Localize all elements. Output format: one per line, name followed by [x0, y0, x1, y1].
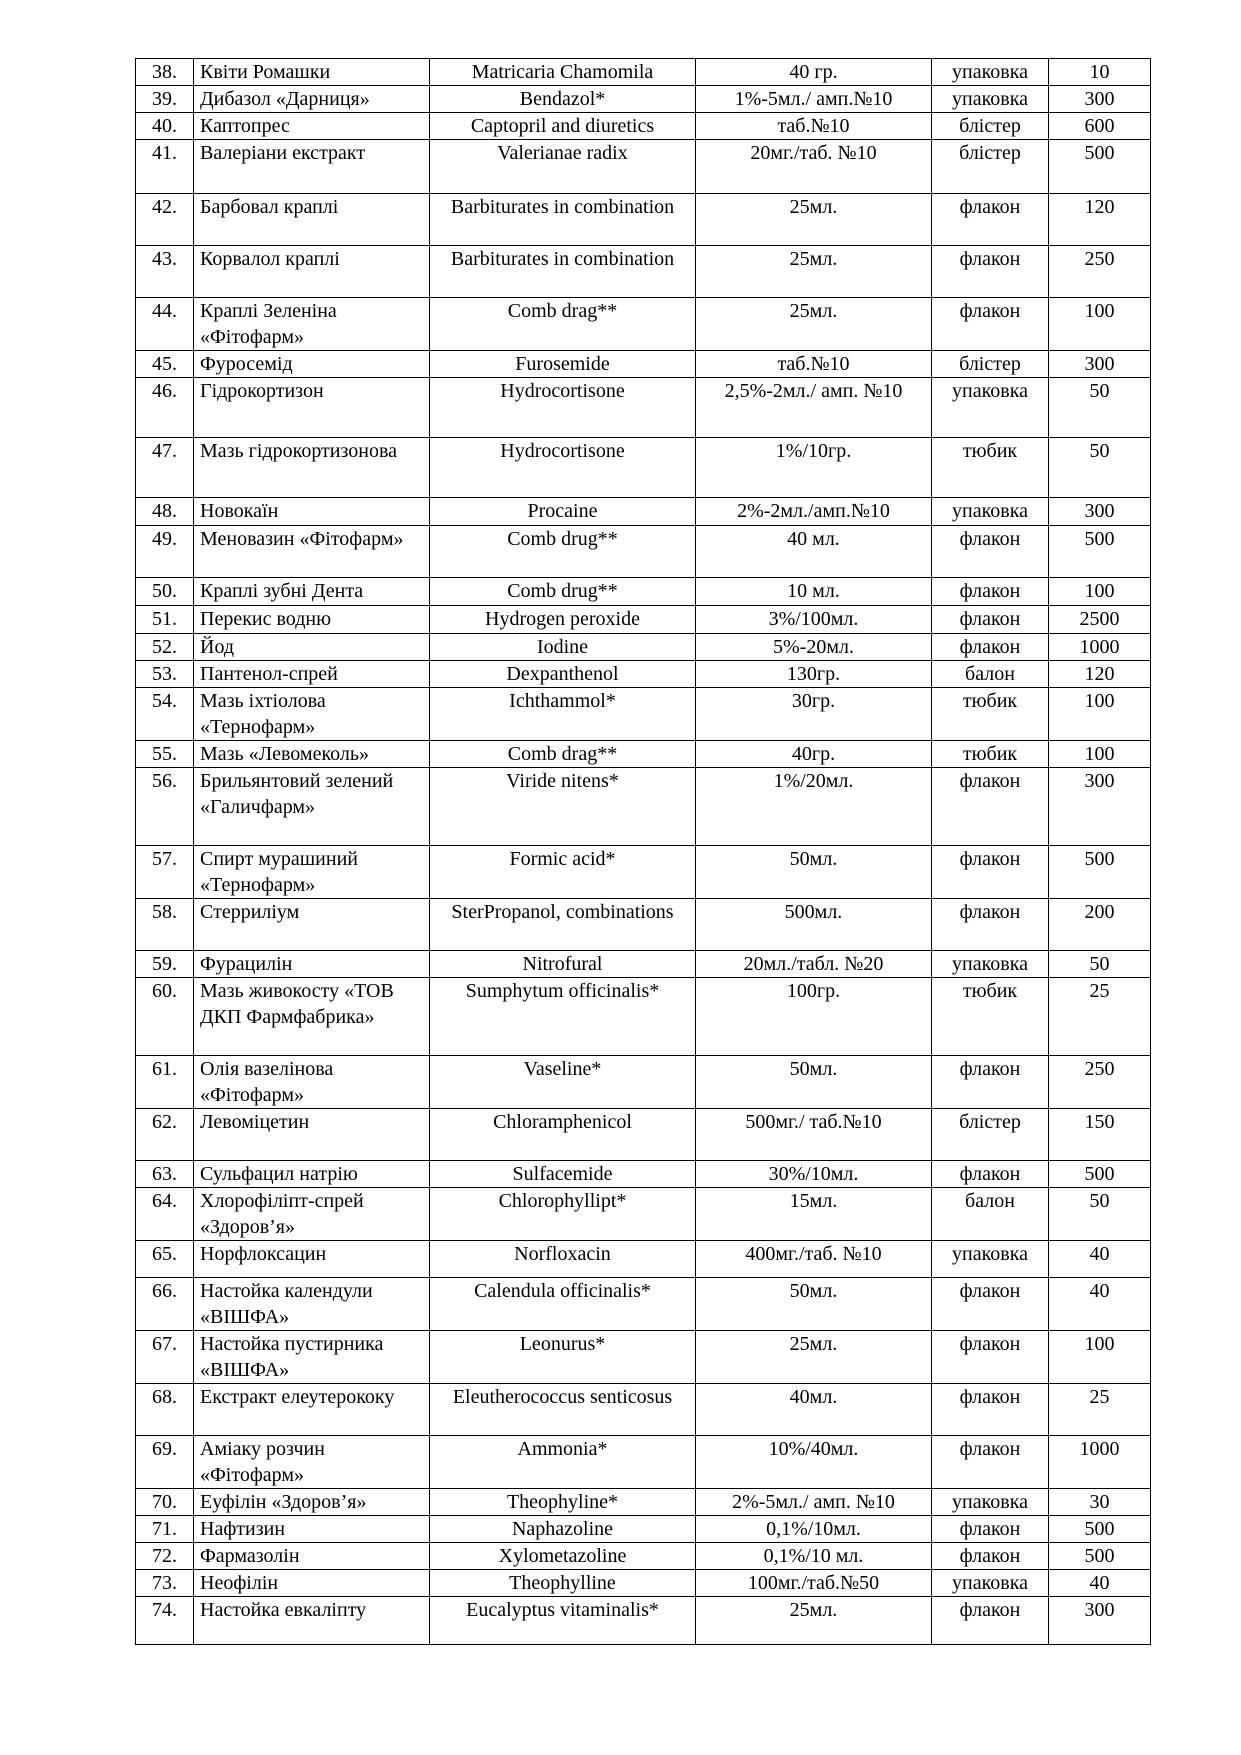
drug-name-cell: Норфлоксацин	[194, 1241, 430, 1278]
drug-name-cell: Фурацилін	[194, 951, 430, 978]
dosage-cell: 25мл.	[696, 298, 932, 351]
table-row	[136, 899, 1151, 951]
table-row	[136, 1161, 1151, 1188]
quantity-cell: 10	[1049, 59, 1151, 86]
quantity-cell: 30	[1049, 1489, 1151, 1516]
table-row	[136, 1516, 1151, 1543]
international-name-cell: Procaine	[430, 498, 696, 526]
dosage-cell: таб.№10	[696, 351, 932, 378]
quantity-cell: 500	[1049, 1543, 1151, 1570]
package-type-cell: флакон	[932, 1384, 1049, 1436]
international-name-cell: Norfloxacin	[430, 1241, 696, 1278]
row-number-cell: 38.	[136, 59, 194, 86]
quantity-cell: 40	[1049, 1241, 1151, 1278]
drug-name-cell: Пантенол-спрей	[194, 661, 430, 688]
table-row	[136, 1241, 1151, 1278]
package-type-cell: флакон	[932, 768, 1049, 846]
table-row	[136, 1278, 1151, 1331]
international-name-cell: Barbiturates in combination	[430, 194, 696, 246]
package-type-cell: флакон	[932, 1331, 1049, 1384]
quantity-cell: 25	[1049, 978, 1151, 1056]
dosage-cell: 40 мл.	[696, 526, 932, 578]
table-row	[136, 1597, 1151, 1645]
quantity-cell: 50	[1049, 1188, 1151, 1241]
package-type-cell: флакон	[932, 1516, 1049, 1543]
drug-name-cell: Левоміцетин	[194, 1109, 430, 1161]
row-number-cell: 40.	[136, 113, 194, 140]
quantity-cell: 100	[1049, 1331, 1151, 1384]
dosage-cell: 2%-2мл./амп.№10	[696, 498, 932, 526]
quantity-cell: 500	[1049, 846, 1151, 899]
row-number-cell: 71.	[136, 1516, 194, 1543]
drug-name-cell: Гідрокортизон	[194, 378, 430, 438]
quantity-cell: 250	[1049, 1056, 1151, 1109]
drug-name-cell: Неофілін	[194, 1570, 430, 1597]
row-number-cell: 59.	[136, 951, 194, 978]
row-number-cell: 52.	[136, 634, 194, 661]
dosage-cell: 100гр.	[696, 978, 932, 1056]
international-name-cell: Chloramphenicol	[430, 1109, 696, 1161]
package-type-cell: флакон	[932, 634, 1049, 661]
dosage-cell: 40 гр.	[696, 59, 932, 86]
international-name-cell: Valerianae radix	[430, 140, 696, 194]
drug-name-cell: Сульфацил натрію	[194, 1161, 430, 1188]
international-name-cell: Formic acid*	[430, 846, 696, 899]
dosage-cell: 10%/40мл.	[696, 1436, 932, 1489]
dosage-cell: 25мл.	[696, 246, 932, 298]
row-number-cell: 50.	[136, 578, 194, 606]
dosage-cell: 20мг./таб. №10	[696, 140, 932, 194]
international-name-cell: Naphazoline	[430, 1516, 696, 1543]
international-name-cell: Comb drug**	[430, 578, 696, 606]
row-number-cell: 41.	[136, 140, 194, 194]
table-row	[136, 1109, 1151, 1161]
row-number-cell: 53.	[136, 661, 194, 688]
row-number-cell: 58.	[136, 899, 194, 951]
package-type-cell: флакон	[932, 1597, 1049, 1645]
drug-name-cell: Краплі Зеленіна «Фітофарм»	[194, 298, 430, 351]
package-type-cell: флакон	[932, 1543, 1049, 1570]
dosage-cell: 1%/10гр.	[696, 438, 932, 498]
international-name-cell: Eucalyptus vitaminalis*	[430, 1597, 696, 1645]
table-row	[136, 298, 1151, 351]
drug-name-cell: Йод	[194, 634, 430, 661]
quantity-cell: 120	[1049, 661, 1151, 688]
table-row	[136, 578, 1151, 606]
quantity-cell: 2500	[1049, 606, 1151, 634]
international-name-cell: Ichthammol*	[430, 688, 696, 741]
package-type-cell: тюбик	[932, 688, 1049, 741]
quantity-cell: 300	[1049, 498, 1151, 526]
international-name-cell: Sulfacemide	[430, 1161, 696, 1188]
table-row	[136, 951, 1151, 978]
drug-name-cell: Мазь гідрокортизонова	[194, 438, 430, 498]
international-name-cell: Ammonia*	[430, 1436, 696, 1489]
package-type-cell: флакон	[932, 1436, 1049, 1489]
international-name-cell: Captopril and diuretics	[430, 113, 696, 140]
table-row	[136, 438, 1151, 498]
quantity-cell: 120	[1049, 194, 1151, 246]
table-row	[136, 194, 1151, 246]
row-number-cell: 72.	[136, 1543, 194, 1570]
drug-name-cell: Еуфілін «Здоров’я»	[194, 1489, 430, 1516]
table-row	[136, 140, 1151, 194]
table-row	[136, 378, 1151, 438]
international-name-cell: Hydrocortisone	[430, 438, 696, 498]
table-row	[136, 498, 1151, 526]
dosage-cell: 400мг./таб. №10	[696, 1241, 932, 1278]
quantity-cell: 200	[1049, 899, 1151, 951]
table-row	[136, 1188, 1151, 1241]
package-type-cell: упаковка	[932, 951, 1049, 978]
drug-name-cell: Екстракт елеутерококу	[194, 1384, 430, 1436]
drug-name-cell: Олія вазелінова «Фітофарм»	[194, 1056, 430, 1109]
dosage-cell: 50мл.	[696, 1056, 932, 1109]
package-type-cell: блістер	[932, 113, 1049, 140]
package-type-cell: флакон	[932, 246, 1049, 298]
quantity-cell: 1000	[1049, 1436, 1151, 1489]
package-type-cell: упаковка	[932, 1489, 1049, 1516]
drug-name-cell: Корвалол краплі	[194, 246, 430, 298]
drug-name-cell: Настойка календули «ВІШФА»	[194, 1278, 430, 1331]
row-number-cell: 67.	[136, 1331, 194, 1384]
dosage-cell: 50мл.	[696, 1278, 932, 1331]
drug-name-cell: Аміаку розчин «Фітофарм»	[194, 1436, 430, 1489]
drug-name-cell: Фуросемід	[194, 351, 430, 378]
row-number-cell: 54.	[136, 688, 194, 741]
row-number-cell: 51.	[136, 606, 194, 634]
package-type-cell: упаковка	[932, 59, 1049, 86]
quantity-cell: 50	[1049, 438, 1151, 498]
dosage-cell: 500мл.	[696, 899, 932, 951]
row-number-cell: 68.	[136, 1384, 194, 1436]
international-name-cell: Leonurus*	[430, 1331, 696, 1384]
package-type-cell: флакон	[932, 1278, 1049, 1331]
international-name-cell: Barbiturates in combination	[430, 246, 696, 298]
quantity-cell: 300	[1049, 1597, 1151, 1645]
international-name-cell: SterPropanol, combinations	[430, 899, 696, 951]
drug-name-cell: Мазь живокосту «ТОВ ДКП Фармфабрика»	[194, 978, 430, 1056]
international-name-cell: Eleutherococcus senticosus	[430, 1384, 696, 1436]
dosage-cell: 30гр.	[696, 688, 932, 741]
table-row	[136, 1384, 1151, 1436]
drug-name-cell: Настойка пустирника «ВІШФА»	[194, 1331, 430, 1384]
quantity-cell: 25	[1049, 1384, 1151, 1436]
drug-name-cell: Брильянтовий зелений «Галичфарм»	[194, 768, 430, 846]
international-name-cell: Vaseline*	[430, 1056, 696, 1109]
package-type-cell: балон	[932, 661, 1049, 688]
row-number-cell: 63.	[136, 1161, 194, 1188]
dosage-cell: 50мл.	[696, 846, 932, 899]
row-number-cell: 73.	[136, 1570, 194, 1597]
international-name-cell: Furosemide	[430, 351, 696, 378]
package-type-cell: флакон	[932, 1056, 1049, 1109]
international-name-cell: Sumphytum officinalis*	[430, 978, 696, 1056]
quantity-cell: 300	[1049, 86, 1151, 113]
row-number-cell: 62.	[136, 1109, 194, 1161]
dosage-cell: 2%-5мл./ амп. №10	[696, 1489, 932, 1516]
drug-name-cell: Мазь іхтіолова «Тернофарм»	[194, 688, 430, 741]
drug-name-cell: Нафтизин	[194, 1516, 430, 1543]
international-name-cell: Calendula officinalis*	[430, 1278, 696, 1331]
dosage-cell: 0,1%/10мл.	[696, 1516, 932, 1543]
row-number-cell: 56.	[136, 768, 194, 846]
quantity-cell: 40	[1049, 1278, 1151, 1331]
package-type-cell: упаковка	[932, 378, 1049, 438]
dosage-cell: 25мл.	[696, 1597, 932, 1645]
international-name-cell: Bendazol*	[430, 86, 696, 113]
dosage-cell: 130гр.	[696, 661, 932, 688]
quantity-cell: 100	[1049, 741, 1151, 768]
international-name-cell: Viride nitens*	[430, 768, 696, 846]
international-name-cell: Nitrofural	[430, 951, 696, 978]
table-row	[136, 526, 1151, 578]
package-type-cell: флакон	[932, 899, 1049, 951]
package-type-cell: тюбик	[932, 741, 1049, 768]
drug-name-cell: Краплі зубні Дента	[194, 578, 430, 606]
dosage-cell: 10 мл.	[696, 578, 932, 606]
quantity-cell: 500	[1049, 526, 1151, 578]
row-number-cell: 60.	[136, 978, 194, 1056]
row-number-cell: 55.	[136, 741, 194, 768]
row-number-cell: 74.	[136, 1597, 194, 1645]
dosage-cell: 40мл.	[696, 1384, 932, 1436]
dosage-cell: таб.№10	[696, 113, 932, 140]
drug-name-cell: Перекис водню	[194, 606, 430, 634]
dosage-cell: 2,5%-2мл./ амп. №10	[696, 378, 932, 438]
table-row	[136, 768, 1151, 846]
international-name-cell: Hydrocortisone	[430, 378, 696, 438]
dosage-cell: 1%/20мл.	[696, 768, 932, 846]
dosage-cell: 1%-5мл./ амп.№10	[696, 86, 932, 113]
international-name-cell: Matricaria Chamomila	[430, 59, 696, 86]
row-number-cell: 69.	[136, 1436, 194, 1489]
table-row	[136, 606, 1151, 634]
dosage-cell: 5%-20мл.	[696, 634, 932, 661]
international-name-cell: Comb drug**	[430, 526, 696, 578]
table-row	[136, 113, 1151, 140]
dosage-cell: 0,1%/10 мл.	[696, 1543, 932, 1570]
package-type-cell: флакон	[932, 298, 1049, 351]
drug-list-table	[135, 58, 1151, 1645]
package-type-cell: упаковка	[932, 1570, 1049, 1597]
row-number-cell: 46.	[136, 378, 194, 438]
table-row	[136, 846, 1151, 899]
international-name-cell: Iodine	[430, 634, 696, 661]
row-number-cell: 39.	[136, 86, 194, 113]
package-type-cell: флакон	[932, 1161, 1049, 1188]
quantity-cell: 500	[1049, 1161, 1151, 1188]
drug-name-cell: Меновазин «Фітофарм»	[194, 526, 430, 578]
quantity-cell: 500	[1049, 140, 1151, 194]
package-type-cell: флакон	[932, 194, 1049, 246]
table-row	[136, 741, 1151, 768]
dosage-cell: 500мг./ таб.№10	[696, 1109, 932, 1161]
row-number-cell: 47.	[136, 438, 194, 498]
quantity-cell: 50	[1049, 951, 1151, 978]
quantity-cell: 1000	[1049, 634, 1151, 661]
quantity-cell: 600	[1049, 113, 1151, 140]
package-type-cell: тюбик	[932, 438, 1049, 498]
table-row	[136, 661, 1151, 688]
international-name-cell: Theophylline	[430, 1570, 696, 1597]
package-type-cell: флакон	[932, 578, 1049, 606]
package-type-cell: флакон	[932, 526, 1049, 578]
drug-name-cell: Дибазол «Дарниця»	[194, 86, 430, 113]
international-name-cell: Hydrogen peroxide	[430, 606, 696, 634]
international-name-cell: Theophyline*	[430, 1489, 696, 1516]
row-number-cell: 64.	[136, 1188, 194, 1241]
drug-name-cell: Стерриліум	[194, 899, 430, 951]
row-number-cell: 48.	[136, 498, 194, 526]
row-number-cell: 70.	[136, 1489, 194, 1516]
drug-name-cell: Спирт мурашиний «Тернофарм»	[194, 846, 430, 899]
drug-table-body	[136, 59, 1151, 1645]
package-type-cell: тюбик	[932, 978, 1049, 1056]
package-type-cell: упаковка	[932, 86, 1049, 113]
dosage-cell: 3%/100мл.	[696, 606, 932, 634]
table-row	[136, 59, 1151, 86]
package-type-cell: флакон	[932, 606, 1049, 634]
package-type-cell: блістер	[932, 140, 1049, 194]
dosage-cell: 30%/10мл.	[696, 1161, 932, 1188]
drug-name-cell: Новокаїн	[194, 498, 430, 526]
table-row	[136, 246, 1151, 298]
table-row	[136, 351, 1151, 378]
row-number-cell: 45.	[136, 351, 194, 378]
international-name-cell: Dexpanthenol	[430, 661, 696, 688]
dosage-cell: 25мл.	[696, 194, 932, 246]
row-number-cell: 43.	[136, 246, 194, 298]
dosage-cell: 100мг./таб.№50	[696, 1570, 932, 1597]
quantity-cell: 150	[1049, 1109, 1151, 1161]
drug-name-cell: Барбовал краплі	[194, 194, 430, 246]
table-row	[136, 978, 1151, 1056]
table-row	[136, 1056, 1151, 1109]
table-row	[136, 1331, 1151, 1384]
drug-name-cell: Квіти Ромашки	[194, 59, 430, 86]
package-type-cell: флакон	[932, 846, 1049, 899]
package-type-cell: упаковка	[932, 1241, 1049, 1278]
international-name-cell: Xylometazoline	[430, 1543, 696, 1570]
table-row	[136, 86, 1151, 113]
row-number-cell: 42.	[136, 194, 194, 246]
quantity-cell: 100	[1049, 298, 1151, 351]
international-name-cell: Chlorophyllipt*	[430, 1188, 696, 1241]
package-type-cell: упаковка	[932, 498, 1049, 526]
row-number-cell: 61.	[136, 1056, 194, 1109]
quantity-cell: 100	[1049, 688, 1151, 741]
table-row	[136, 1570, 1151, 1597]
dosage-cell: 15мл.	[696, 1188, 932, 1241]
quantity-cell: 250	[1049, 246, 1151, 298]
drug-name-cell: Мазь «Левомеколь»	[194, 741, 430, 768]
table-row	[136, 1543, 1151, 1570]
table-row	[136, 1489, 1151, 1516]
row-number-cell: 44.	[136, 298, 194, 351]
quantity-cell: 100	[1049, 578, 1151, 606]
table-row	[136, 688, 1151, 741]
drug-name-cell: Настойка евкаліпту	[194, 1597, 430, 1645]
drug-name-cell: Валеріани екстракт	[194, 140, 430, 194]
quantity-cell: 300	[1049, 768, 1151, 846]
international-name-cell: Comb drag**	[430, 741, 696, 768]
row-number-cell: 65.	[136, 1241, 194, 1278]
dosage-cell: 25мл.	[696, 1331, 932, 1384]
quantity-cell: 40	[1049, 1570, 1151, 1597]
international-name-cell: Comb drag**	[430, 298, 696, 351]
row-number-cell: 49.	[136, 526, 194, 578]
row-number-cell: 66.	[136, 1278, 194, 1331]
table-row	[136, 1436, 1151, 1489]
package-type-cell: балон	[932, 1188, 1049, 1241]
dosage-cell: 20мл./табл. №20	[696, 951, 932, 978]
drug-name-cell: Фармазолін	[194, 1543, 430, 1570]
dosage-cell: 40гр.	[696, 741, 932, 768]
quantity-cell: 300	[1049, 351, 1151, 378]
drug-name-cell: Хлорофіліпт-спрей «Здоров’я»	[194, 1188, 430, 1241]
row-number-cell: 57.	[136, 846, 194, 899]
package-type-cell: блістер	[932, 1109, 1049, 1161]
quantity-cell: 500	[1049, 1516, 1151, 1543]
table-row	[136, 634, 1151, 661]
quantity-cell: 50	[1049, 378, 1151, 438]
package-type-cell: блістер	[932, 351, 1049, 378]
drug-name-cell: Каптопрес	[194, 113, 430, 140]
